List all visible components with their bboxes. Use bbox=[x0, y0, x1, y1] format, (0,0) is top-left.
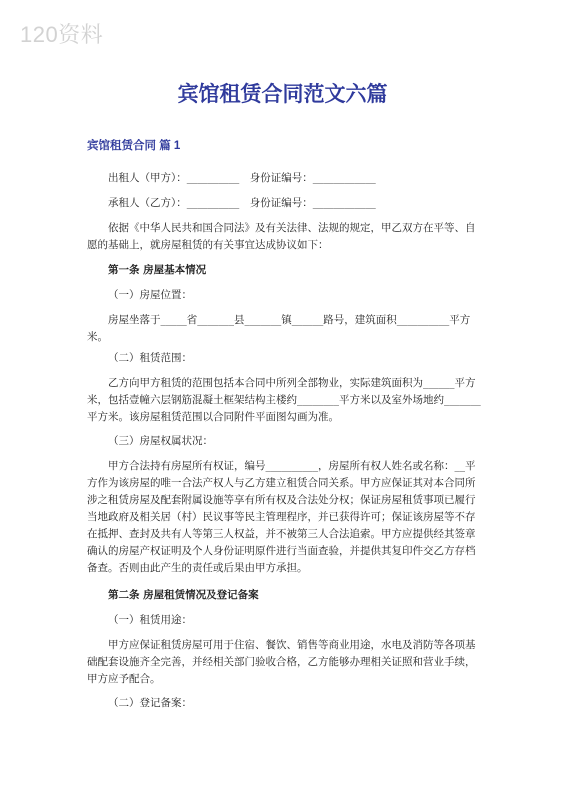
article-1-item-1-body: 房屋坐落于_____省_______县_______镇______路号，建筑面积__________平方米。 bbox=[87, 314, 471, 343]
article-1-item-2-body: 乙方向甲方租赁的范围包括本合同中所列全部物业，实际建筑面积为______平方米，包括壹幢六层钢筋混凝土框架结构主楼约________平方米以及室外场地约_______平方米。该房屋租赁范围以合同附件平面图勾画为准。 bbox=[87, 377, 481, 423]
article-1-item-1: （一）房屋位置： bbox=[108, 289, 192, 301]
article-2-item-1: （一）租赁用途： bbox=[108, 614, 192, 626]
lessee-line: 承租人（乙方）：__________ 身份证编号：____________ bbox=[108, 197, 376, 209]
article-1-item-3-body: 甲方合法持有房屋所有权证，编号__________，房屋所有权人姓名或名称：__平方作为该房屋的唯一合法产权人与乙方建立租赁合同关系。甲方应保证其对本合同所涉之租赁房屋及配套附属设施等享有所有权及合法处分权；保证房屋租赁事项已履行当地政府及相关居（村）民议事等民主管理程序，并已获得许可；保证该房屋等不存在抵押、查封及共有人等第三人权益，并不被第三人合法追索。甲方应提供经其签章确认的房屋产权证明及个人身份证明原件进行当面查验，并提供其复印件交乙方存档备查。否则由此产生的责任或后果由甲方承担。 bbox=[87, 460, 476, 574]
intro-paragraph: 依据《中华人民共和国合同法》及有关法律、法规的规定，甲乙双方在平等、自愿的基础上，就房屋租赁的有关事宜达成协议如下： bbox=[87, 222, 476, 251]
article-1-item-3: （三）房屋权属状况： bbox=[108, 435, 213, 447]
lessor-line: 出租人（甲方）：__________ 身份证编号：____________ bbox=[108, 172, 376, 184]
article-2-item-2: （二）登记备案： bbox=[108, 697, 192, 709]
watermark: 120资料 bbox=[20, 22, 104, 47]
document-title: 宾馆租赁合同范文六篇 bbox=[177, 81, 388, 106]
article-2-heading: 第二条 房屋租赁情况及登记备案 bbox=[108, 589, 259, 601]
article-1-heading: 第一条 房屋基本情况 bbox=[108, 264, 207, 276]
section-heading: 宾馆租赁合同 篇 1 bbox=[87, 140, 181, 152]
article-1-item-2: （二）租赁范围： bbox=[108, 352, 192, 364]
article-2-item-1-body: 甲方应保证租赁房屋可用于住宿、餐饮、销售等商业用途，水电及消防等各项基础配套设施齐全完善，并经相关部门验收合格，乙方能够办理相关证照和营业手续，甲方应予配合。 bbox=[87, 639, 476, 685]
